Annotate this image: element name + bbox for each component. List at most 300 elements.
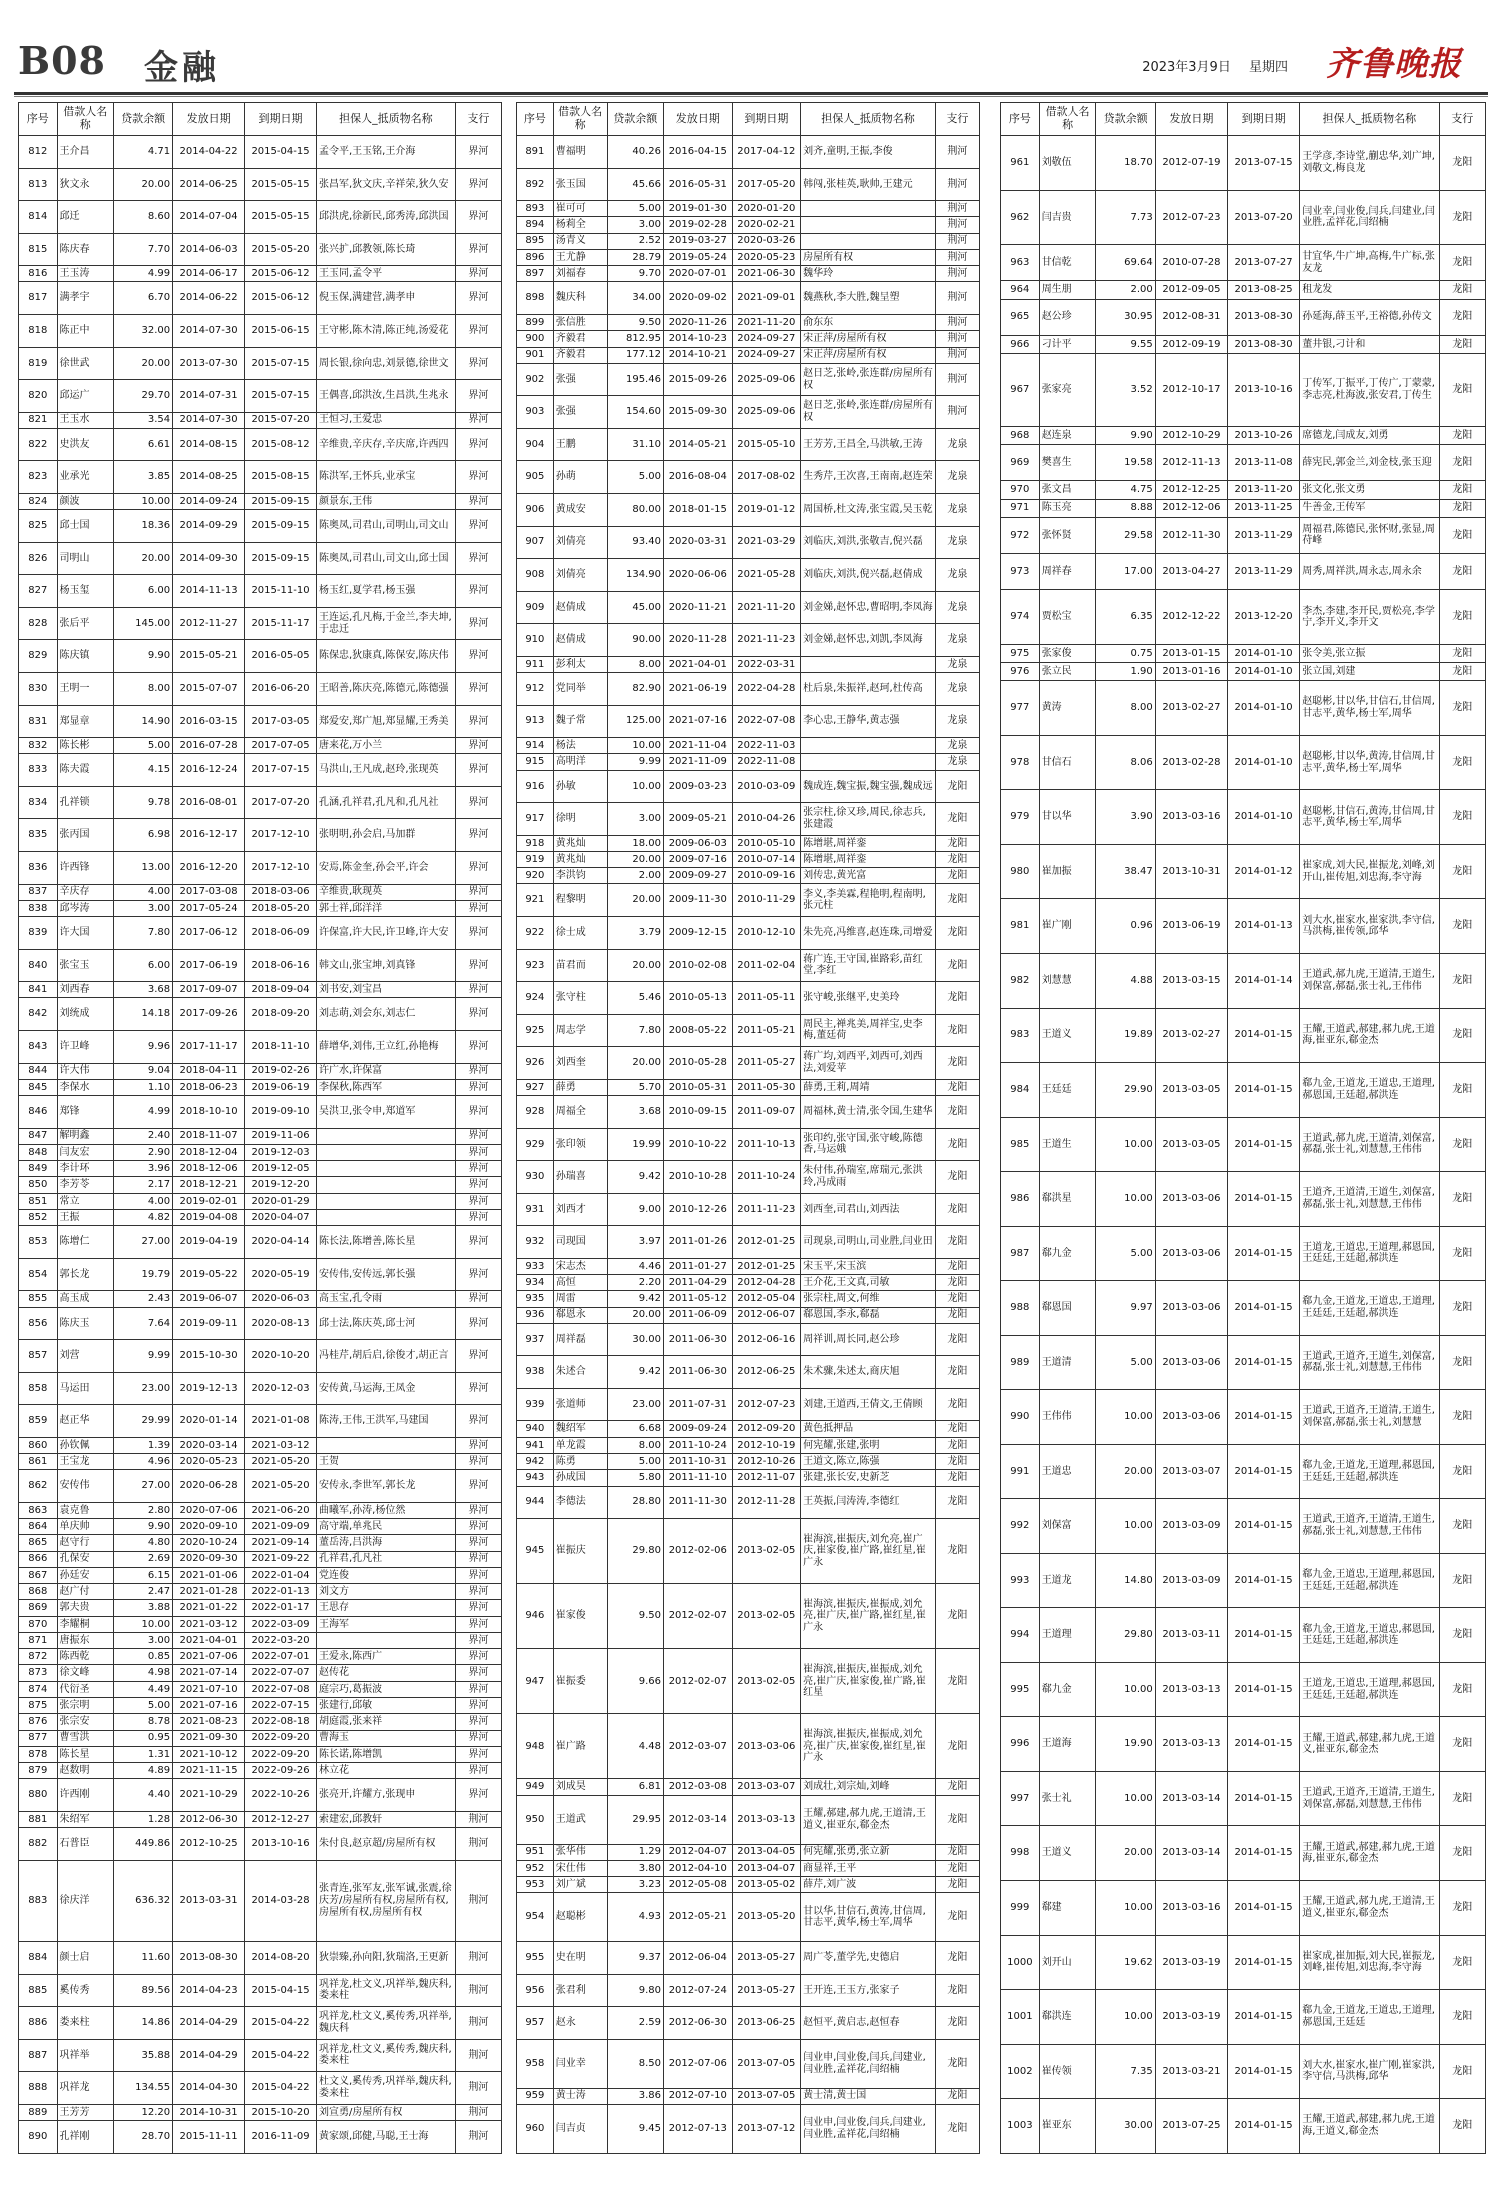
row-number: 965 [1001,299,1040,335]
borrower-name: 张宗明 [57,1698,114,1714]
row-number: 898 [517,282,554,315]
due-date: 2018-03-06 [245,884,317,900]
due-date: 2022-08-18 [245,1714,317,1730]
loan-balance: 6.81 [607,1779,663,1795]
issue-date: 2012-07-23 [1155,190,1227,245]
guarantor-collateral: 许广水,许保富 [316,1063,455,1079]
issue-date: 2020-11-21 [663,591,732,624]
due-date: 2015-04-22 [245,2039,317,2072]
issue-date: 2018-04-11 [173,1063,245,1079]
due-date: 2021-03-29 [732,526,801,559]
row-number: 880 [19,1779,58,1812]
borrower-name: 刘广斌 [553,1877,607,1893]
due-date: 2013-04-05 [732,1844,801,1860]
borrower-name: 张后平 [57,607,114,640]
newspaper-logo: 齐鲁晚报 [1326,44,1462,83]
branch: 龙阳 [1439,335,1486,353]
branch: 龙阳 [1439,190,1486,245]
loan-balance: 2.59 [607,2007,663,2040]
due-date: 2013-10-26 [1227,426,1299,444]
issue-date: 2012-04-07 [663,1844,732,1860]
branch: 龙阳 [935,1047,979,1080]
row-number: 835 [19,819,58,852]
branch: 界河 [455,949,501,982]
row-number: 961 [1001,136,1040,191]
table-row [19,949,502,982]
due-date: 2014-01-15 [1227,1990,1299,2045]
loan-balance: 9.50 [607,1584,663,1649]
branch: 荆河 [935,233,979,249]
borrower-name: 徐庆洋 [57,1860,114,1941]
guarantor-collateral: 王贺 [316,1454,455,1470]
row-number: 813 [19,168,58,201]
guarantor-collateral: 张青连,张军友,张军诚,张震,徐庆芳/房屋所有权,房屋所有权,房屋所有权,房屋所有权 [316,1860,455,1941]
branch: 荆河 [935,396,979,429]
row-number: 931 [517,1193,554,1226]
loan-balance: 9.42 [607,1356,663,1389]
guarantor-collateral: 王道武,王道齐,王道生,刘保富,郝磊,张士礼,刘慧慧,王伟伟 [1300,1335,1439,1390]
issue-date: 2016-12-24 [173,754,245,787]
loan-balance: 3.23 [607,1877,663,1893]
issue-date: 2011-06-30 [663,1323,732,1356]
row-number: 877 [19,1730,58,1746]
branch: 龙泉 [935,493,979,526]
table-row [1001,2099,1486,2154]
guarantor-collateral: 王道武,郝九虎,王道清,刘保富,郝磊,张士礼,刘慧慧,王伟伟 [1300,1117,1439,1172]
issue-date: 2013-02-28 [1155,735,1227,790]
issue-date: 2012-03-14 [663,1795,732,1844]
guarantor-collateral: 董井银,刁计和 [1300,335,1439,353]
loan-balance: 0.85 [114,1649,173,1665]
table-row [517,1307,980,1323]
borrower-name: 刘西才 [553,1193,607,1226]
row-number: 872 [19,1649,58,1665]
guarantor-collateral: 王道龙,王道忠,王道理,郝恩国,王廷廷,王廷超,郝洪连 [1300,1662,1439,1717]
borrower-name: 程黎明 [553,884,607,917]
issue-date: 2012-09-05 [1155,281,1227,299]
due-date: 2011-10-24 [732,1161,801,1194]
row-number: 823 [19,461,58,494]
row-number: 1002 [1001,2044,1040,2099]
loan-balance: 1.31 [114,1746,173,1762]
branch: 界河 [455,1584,501,1600]
branch: 龙阳 [1439,1990,1486,2045]
guarantor-collateral: 胡庭霞,张来祥 [316,1714,455,1730]
branch: 龙阳 [935,1519,979,1584]
table-row [19,380,502,413]
branch: 界河 [455,1779,501,1812]
branch: 龙阳 [935,1486,979,1519]
borrower-name: 解明鑫 [57,1128,114,1144]
borrower-name: 颜士启 [57,1942,114,1975]
table-row [19,1779,502,1812]
issue-date: 2014-04-30 [173,2072,245,2105]
table-row [19,1681,502,1697]
issue-date: 2021-07-16 [663,705,732,738]
row-number: 921 [517,884,554,917]
row-number: 978 [1001,735,1040,790]
issue-date: 2020-09-10 [173,1519,245,1535]
guarantor-collateral: 张令美,张立振 [1300,644,1439,662]
branch: 龙阳 [1439,2044,1486,2099]
due-date: 2017-03-05 [245,705,317,738]
borrower-name: 李芳苓 [57,1177,114,1193]
issue-date: 2012-10-29 [1155,426,1227,444]
due-date: 2022-10-26 [245,1779,317,1812]
table-row [1001,1008,1486,1063]
due-date: 2013-11-20 [1227,481,1299,499]
guarantor-collateral: 崔海滨,崔振庆,崔振成,刘允亮,崔广庆,崔家俊,崔红星,崔广永 [801,1714,936,1779]
branch: 龙阳 [935,884,979,917]
loan-balance: 0.95 [114,1730,173,1746]
guarantor-collateral: 陈涛,王伟,王洪军,马建国 [316,1405,455,1438]
issue-date: 2011-10-24 [663,1437,732,1453]
row-number: 909 [517,591,554,624]
branch: 龙阳 [935,1584,979,1649]
due-date: 2022-07-15 [245,1698,317,1714]
branch: 龙阳 [935,1453,979,1469]
table-row [19,884,502,900]
due-date: 2016-05-05 [245,640,317,673]
loan-balance: 10.00 [114,1616,173,1632]
issue-date: 2013-03-14 [1155,1771,1227,1826]
guarantor-collateral: 曹海玉 [316,1730,455,1746]
branch: 荆河 [935,168,979,201]
due-date: 2014-01-15 [1227,1008,1299,1063]
row-number: 814 [19,201,58,234]
table-row [19,1600,502,1616]
guarantor-collateral: 刘西奎,司君山,刘西法 [801,1193,936,1226]
due-date: 2022-01-04 [245,1567,317,1583]
borrower-name: 曹雪洪 [57,1730,114,1746]
guarantor-collateral: 辛维贵,辛庆存,辛庆席,许西四 [316,428,455,461]
issue-date: 2012-02-07 [663,1649,732,1714]
due-date: 2012-12-27 [245,1811,317,1827]
guarantor-collateral: 周广苓,董学先,史德启 [801,1942,936,1975]
guarantor-collateral: 赵聪彬,甘信石,黄涛,甘信周,甘志平,黄华,杨士军,周华 [1300,790,1439,845]
guarantor-collateral: 崔家成,崔加振,刘大民,崔振龙,刘峰,崔传旭,刘忠海,李守海 [1300,1935,1439,1990]
header-rule [14,92,1488,95]
guarantor-collateral: 刘建,王道西,王倩文,王倩顾 [801,1388,936,1421]
issue-date: 2013-03-05 [1155,1117,1227,1172]
due-date: 2016-06-20 [245,673,317,706]
issue-date: 2012-07-24 [663,1974,732,2007]
table-row [1001,1881,1486,1936]
branch: 界河 [455,819,501,852]
borrower-name: 刘倩亮 [553,526,607,559]
borrower-name: 曹福明 [553,136,607,169]
guarantor-collateral: 颜景东,王伟 [316,494,455,510]
guarantor-collateral: 安传伟,安传远,郭长强 [316,1258,455,1291]
table-row [19,1226,502,1259]
branch: 龙阳 [1439,899,1486,954]
loan-balance: 27.00 [114,1470,173,1503]
loan-balance: 10.00 [1096,1390,1155,1445]
borrower-name: 安传伟 [57,1470,114,1503]
borrower-name: 张家俊 [1039,644,1096,662]
row-number: 911 [517,656,554,672]
row-number: 985 [1001,1117,1040,1172]
loan-balance: 4.89 [114,1763,173,1779]
borrower-name: 陈勇 [553,1453,607,1469]
branch: 龙阳 [1439,681,1486,736]
issue-date: 2013-03-06 [1155,1281,1227,1336]
guarantor-collateral: 邱洪虎,徐新民,邱秀涛,邱洪国 [316,201,455,234]
guarantor-collateral: 刘书安,刘宝昌 [316,982,455,998]
issue-date: 2013-03-07 [1155,1444,1227,1499]
borrower-name: 赵守行 [57,1535,114,1551]
table-row [19,1340,502,1373]
table-row [517,982,980,1015]
due-date: 2015-05-20 [245,233,317,266]
guarantor-collateral: 王道齐,王道清,王道生,刘保富,郝磊,张士礼,刘慧慧,王伟伟 [1300,1172,1439,1227]
row-number: 980 [1001,844,1040,899]
column-header-row-number: 序号 [517,103,554,136]
row-number: 954 [517,1893,554,1942]
issue-date: 2015-11-11 [173,2121,245,2154]
branch: 界河 [455,201,501,234]
guarantor-collateral: 赵聪彬,甘以华,黄涛,甘信周,甘志平,黄华,杨士军,周华 [1300,735,1439,790]
table-row [19,2104,502,2120]
issue-date: 2023年3月9日 [1142,60,1231,75]
table-row [19,1128,502,1144]
loan-balance: 10.00 [1096,1771,1155,1826]
column-header-branch: 支行 [455,103,501,136]
issue-date: 2009-11-30 [663,884,732,917]
guarantor-collateral: 王道武,王道齐,王道清,王道生,郝磊,张士礼,刘慧慧,王伟伟 [1300,1499,1439,1554]
issue-date: 2014-07-30 [173,315,245,348]
branch: 界河 [455,1454,501,1470]
issue-date: 2013-03-06 [1155,1226,1227,1281]
guarantor-collateral: 牛善金,王传军 [1300,499,1439,517]
borrower-name: 杨法 [553,738,607,754]
due-date: 2010-04-26 [732,803,801,836]
guarantor-collateral: 刘金娣,赵怀忠,刘凯,李凤海 [801,624,936,657]
loan-balance: 4.98 [114,1665,173,1681]
borrower-name: 闫吉贞 [553,2104,607,2153]
loan-balance: 32.00 [114,315,173,348]
due-date: 2021-09-01 [732,282,801,315]
row-number: 946 [517,1584,554,1649]
table-row [19,1063,502,1079]
issue-date: 2020-11-28 [663,624,732,657]
branch: 龙阳 [1439,1608,1486,1663]
table-row [19,640,502,673]
due-date: 2015-09-15 [245,494,317,510]
table-row [517,233,980,249]
branch: 龙阳 [935,917,979,950]
guarantor-collateral: 孔祥君,孔凡社 [316,1551,455,1567]
branch: 界河 [455,168,501,201]
branch: 龙阳 [935,770,979,803]
loan-balance: 2.52 [607,233,663,249]
borrower-name: 王道武 [553,1795,607,1844]
issue-date: 2010-02-08 [663,949,732,982]
due-date: 2012-10-19 [732,1437,801,1453]
issue-date: 2016-12-20 [173,852,245,885]
table-row [1001,445,1486,481]
branch: 龙阳 [935,1291,979,1307]
issue-date: 2013-01-16 [1155,663,1227,681]
table-row [1001,1117,1486,1172]
due-date: 2014-01-15 [1227,2099,1299,2154]
issue-date: 2014-09-24 [173,494,245,510]
guarantor-collateral: 张印约,张守国,张守峻,陈德香,马运娥 [801,1128,936,1161]
issue-date: 2014-10-23 [663,331,732,347]
issue-date: 2009-12-15 [663,917,732,950]
due-date: 2013-08-25 [1227,281,1299,299]
borrower-name: 单庆帅 [57,1519,114,1535]
table-row [517,624,980,657]
row-number: 885 [19,1974,58,2007]
due-date: 2013-05-02 [732,1877,801,1893]
column-header-guarantor-collateral: 担保人_抵质物名称 [316,103,455,136]
guarantor-collateral: 许保富,许大民,许卫峰,许大安 [316,917,455,950]
table-row [1001,2044,1486,2099]
due-date: 2010-11-29 [732,884,801,917]
table-row [19,1209,502,1225]
guarantor-collateral: 陈增堪,周祥銮 [801,851,936,867]
branch: 界河 [455,1649,501,1665]
loan-balance: 3.88 [114,1600,173,1616]
loan-balance: 8.00 [1096,681,1155,736]
issue-date: 2013-02-27 [1155,681,1227,736]
row-number: 991 [1001,1444,1040,1499]
issue-date: 2019-02-28 [663,217,732,233]
branch: 龙阳 [935,1193,979,1226]
loan-balance: 8.06 [1096,735,1155,790]
issue-date: 2014-10-31 [173,2104,245,2120]
table-row [1001,1281,1486,1336]
issue-date: 2013-03-19 [1155,1990,1227,2045]
due-date: 2014-01-15 [1227,2044,1299,2099]
borrower-name: 孙成国 [553,1470,607,1486]
row-number: 852 [19,1209,58,1225]
loan-balance: 9.99 [607,754,663,770]
row-number: 861 [19,1454,58,1470]
branch: 界河 [455,673,501,706]
borrower-name: 周雷 [553,1291,607,1307]
guarantor-collateral: 周民主,禅兆美,周祥宝,史李梅,董廷荷 [801,1014,936,1047]
table-row [517,1877,980,1893]
table-row [517,526,980,559]
guarantor-collateral: 郗恩国,李永,郗磊 [801,1307,936,1323]
table-row [19,1860,502,1941]
due-date: 2015-04-15 [245,1974,317,2007]
branch: 龙阳 [935,1014,979,1047]
borrower-name: 石普臣 [57,1828,114,1861]
branch: 界河 [455,1535,501,1551]
issue-date: 2019-06-07 [173,1291,245,1307]
table-row [1001,953,1486,1008]
row-number: 913 [517,705,554,738]
table-row [517,314,980,330]
branch: 界河 [455,1665,501,1681]
guarantor-collateral: 王道文,陈立,陈强 [801,1453,936,1469]
loan-balance: 18.36 [114,510,173,543]
guarantor-collateral: 王道武,王道齐,王道清,王道生,刘保富,郝磊,刘慧慧,王伟伟 [1300,1771,1439,1826]
guarantor-collateral: 王耀,王道武,郝建,郝九虎,王道义,崔亚东,郗金杰 [1300,1717,1439,1772]
table-row [1001,1826,1486,1881]
borrower-name: 齐毅君 [553,331,607,347]
loan-balance: 4.46 [607,1258,663,1274]
loan-balance: 4.82 [114,1209,173,1225]
table-row [19,1535,502,1551]
branch: 龙阳 [1439,1444,1486,1499]
issue-date: 2014-06-03 [173,233,245,266]
guarantor-collateral: 司现泉,司明山,司业胜,闫业田 [801,1226,936,1259]
row-number: 992 [1001,1499,1040,1554]
row-number: 821 [19,412,58,428]
guarantor-collateral: 何宪耀,张勇,张立新 [801,1844,936,1860]
row-number: 917 [517,803,554,836]
loan-balance: 31.10 [607,428,663,461]
borrower-name: 孙萌 [553,461,607,494]
borrower-name: 郗九金 [1039,1226,1096,1281]
guarantor-collateral: 庭宗巧,葛振波 [316,1681,455,1697]
guarantor-collateral: 魏华玲 [801,266,936,282]
guarantor-collateral: 赵恒平,黄启志,赵恒春 [801,2007,936,2040]
guarantor-collateral: 魏燕秋,李大胜,魏呈塑 [801,282,936,315]
loan-balance: 82.90 [607,672,663,705]
due-date: 2014-01-15 [1227,1499,1299,1554]
loan-balance: 6.00 [114,575,173,608]
loan-balance: 29.80 [607,1519,663,1584]
row-number: 856 [19,1307,58,1340]
branch: 龙阳 [935,1226,979,1259]
table-row [517,1470,980,1486]
table-header-row [1001,103,1486,136]
borrower-name: 王廷廷 [1039,1063,1096,1118]
loan-balance: 9.50 [607,314,663,330]
table-row [517,1323,980,1356]
table-row [1001,1390,1486,1445]
loan-balance: 6.61 [114,428,173,461]
guarantor-collateral: 刘成壮,刘宗灿,刘峰 [801,1779,936,1795]
loan-balance: 8.50 [607,2039,663,2088]
table-row [517,1519,980,1584]
due-date: 2013-07-05 [732,2039,801,2088]
loan-balance: 13.00 [114,852,173,885]
issue-date: 2013-06-19 [1155,899,1227,954]
due-date: 2019-12-05 [245,1161,317,1177]
row-number: 947 [517,1649,554,1714]
guarantor-collateral [801,754,936,770]
branch: 界河 [455,640,501,673]
borrower-name: 汤青义 [553,233,607,249]
row-number: 949 [517,1779,554,1795]
row-number: 899 [517,314,554,330]
issue-date: 2014-04-23 [173,1974,245,2007]
issue-date: 2011-01-26 [663,1226,732,1259]
issue-date: 2013-03-06 [1155,1335,1227,1390]
branch: 龙泉 [935,591,979,624]
issue-date: 2013-03-09 [1155,1499,1227,1554]
due-date: 2019-06-19 [245,1079,317,1095]
issue-date: 2015-05-21 [173,640,245,673]
issue-date: 2019-03-27 [663,233,732,249]
row-number: 924 [517,982,554,1015]
table-row [1001,1935,1486,1990]
row-number: 950 [517,1795,554,1844]
row-number: 869 [19,1600,58,1616]
loan-balance: 45.66 [607,168,663,201]
loan-balance: 14.80 [1096,1553,1155,1608]
table-row [1001,1662,1486,1717]
branch: 龙阳 [935,803,979,836]
loan-balance: 3.97 [607,1226,663,1259]
column-header-loan-balance: 贷款余额 [607,103,663,136]
